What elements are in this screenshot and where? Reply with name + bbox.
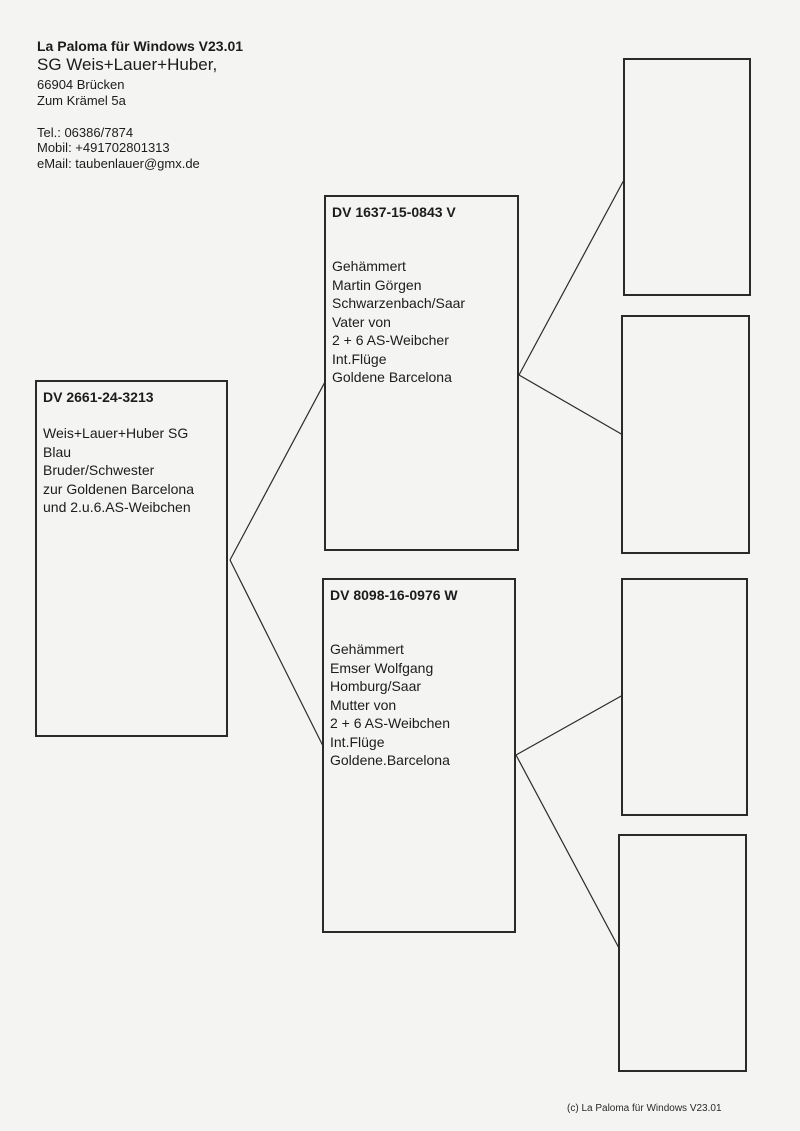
- street-address: Zum Krämel 5a: [37, 92, 126, 108]
- mother-info-line: 2 + 6 AS-Weibchen: [330, 715, 450, 732]
- father-info-line: 2 + 6 AS-Weibcher: [332, 332, 449, 349]
- mother-ring-number: DV 8098-16-0976 W: [330, 587, 458, 603]
- pigeon-card-mother: [322, 578, 516, 933]
- pigeon-card-subject: [35, 380, 228, 737]
- pigeon-card-paternal-grandfather: [623, 58, 751, 296]
- postal-city: 66904 Brücken: [37, 76, 125, 92]
- mother-info-line: Int.Flüge: [330, 733, 385, 750]
- connector-subject-father: [230, 380, 326, 560]
- app-title: La Paloma für Windows V23.01: [37, 38, 244, 54]
- copyright-footer: (c) La Paloma für Windows V23.01: [567, 1103, 722, 1114]
- subject-ring-number: DV 2661-24-3213: [43, 389, 154, 405]
- connector-father-fm: [519, 375, 623, 435]
- connector-mother-mf: [516, 695, 623, 755]
- subject-info-line: Bruder/Schwester: [43, 462, 155, 479]
- father-ring-number: DV 1637-15-0843 V: [332, 204, 456, 220]
- mother-info-line: Emser Wolfgang: [330, 659, 434, 676]
- pigeon-card-paternal-grandmother: [621, 315, 750, 554]
- mother-info-line: Gehämmert: [330, 641, 404, 658]
- connector-subject-mother: [230, 560, 324, 748]
- father-info-line: Int.Flüge: [332, 350, 387, 367]
- father-info-line: Goldene Barcelona: [332, 369, 452, 386]
- connector-father-ff: [519, 178, 625, 375]
- pigeon-card-maternal-grandfather: [621, 578, 748, 816]
- subject-info-line: Weis+Lauer+Huber SG: [43, 425, 189, 442]
- mother-info-line: Homburg/Saar: [330, 678, 422, 695]
- father-info-line: Schwarzenbach/Saar: [332, 295, 466, 312]
- pigeon-card-father: [324, 195, 519, 551]
- subject-info-line: und 2.u.6.AS-Weibchen: [43, 499, 191, 516]
- mobile-number: Mobil: +491702801313: [37, 140, 170, 156]
- father-info-line: Vater von: [332, 313, 391, 330]
- phone-number: Tel.: 06386/7874: [37, 124, 134, 140]
- father-info-line: Martin Görgen: [332, 276, 422, 293]
- owner-name: SG Weis+Lauer+Huber,: [37, 55, 218, 75]
- mother-info-line: Mutter von: [330, 696, 397, 713]
- father-info-line: Gehämmert: [332, 258, 406, 275]
- subject-info-line: Blau: [43, 443, 72, 460]
- pigeon-card-maternal-grandmother: [618, 834, 747, 1072]
- mother-info-line: Goldene.Barcelona: [330, 752, 450, 769]
- subject-info-line: zur Goldenen Barcelona: [43, 480, 194, 497]
- connector-mother-mm: [516, 755, 620, 950]
- email-address: eMail: taubenlauer@gmx.de: [37, 156, 200, 172]
